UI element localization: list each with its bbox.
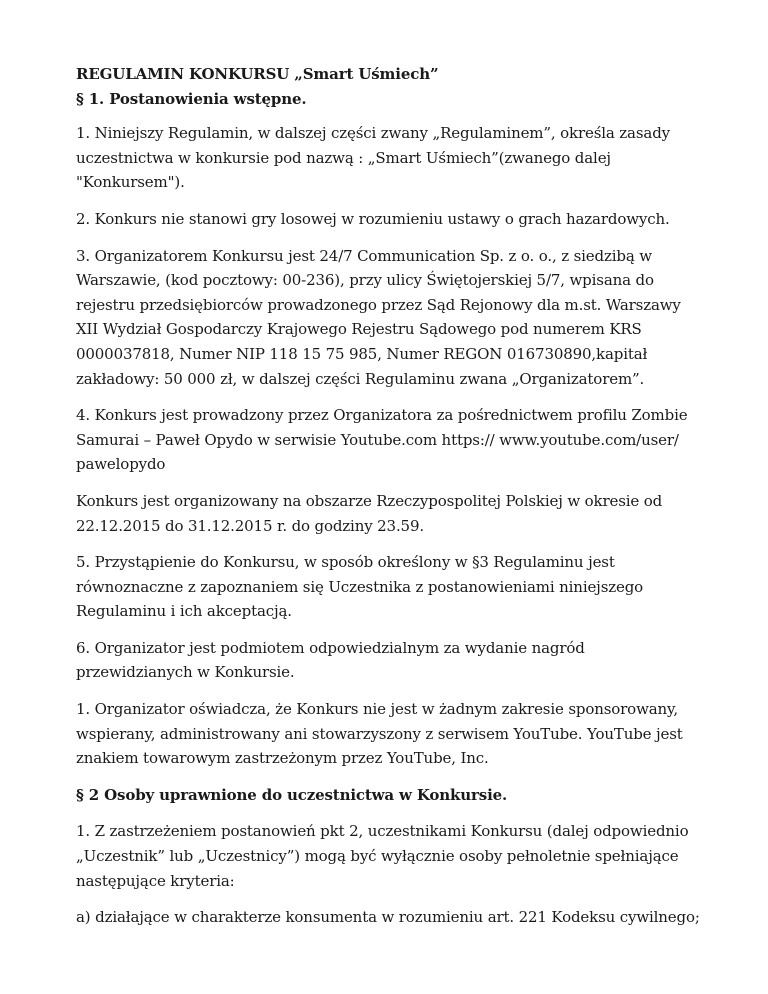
section-heading bbox=[76, 783, 716, 808]
text-line: 2. Konkurs nie stanowi gry losowej w rozumieniu ustawy o grach hazardowych. bbox=[76, 209, 670, 228]
text-line: a) działające w charakterze konsumenta w rozumieniu art. 221 Kodeksu cywilnego; bbox=[76, 908, 700, 927]
text-line: następujące kryteria: bbox=[76, 871, 235, 890]
text-line: Konkurs jest organizowany na obszarze Rzeczypospolitej Polskiej w okresie od bbox=[76, 491, 663, 510]
document-body bbox=[76, 121, 716, 930]
text-line: "Konkursem"). bbox=[76, 173, 185, 192]
text-line: 5. Przystąpienie do Konkursu, w sposób określony w §3 Regulaminu jest bbox=[76, 553, 615, 572]
text-line: Regulaminu i ich akceptacją. bbox=[76, 602, 292, 621]
paragraph bbox=[76, 207, 716, 232]
text-line: 1. Organizator oświadcza, że Konkurs nie jest w żadnym zakresie sponsorowany, bbox=[76, 700, 679, 719]
paragraph bbox=[76, 403, 716, 477]
text-line: pawelopydo bbox=[76, 455, 166, 474]
text-line: rejestru przedsiębiorców prowadzonego przez Sąd Rejonowy dla m.st. Warszawy bbox=[76, 295, 681, 314]
text-line: XII Wydział Gospodarczy Krajowego Rejestru Sądowego pod numerem KRS bbox=[76, 320, 642, 339]
paragraph bbox=[76, 489, 716, 538]
text-line: 1. Niniejszy Regulamin, w dalszej części zwany „Regulaminem”, określa zasady bbox=[76, 124, 670, 143]
text-line: równoznaczne z zapoznaniem się Uczestnika z postanowieniami niniejszego bbox=[76, 577, 644, 596]
text-line: 4. Konkurs jest prowadzony przez Organizatora za pośrednictwem profilu Zombie bbox=[76, 406, 688, 425]
text-line: „Uczestnik” lub „Uczestnicy”) mogą być wyłącznie osoby pełnoletnie spełniające bbox=[76, 847, 679, 866]
paragraph bbox=[76, 636, 716, 685]
section-1-heading: § 1. Postanowienia wstępne. bbox=[76, 89, 307, 108]
text-line: Warszawie, (kod pocztowy: 00-236), przy ulicy Świętojerskiej 5/7, wpisana do bbox=[76, 271, 654, 290]
text-line: 6. Organizator jest podmiotem odpowiedzialnym za wydanie nagród bbox=[76, 638, 585, 657]
text-line: zakładowy: 50 000 zł, w dalszej części Regulaminu zwana „Organizatorem”. bbox=[76, 369, 645, 388]
paragraph bbox=[76, 244, 716, 392]
text-line: 0000037818, Numer NIP 118 15 75 985, Numer REGON 016730890,kapitał bbox=[76, 344, 648, 363]
paragraph bbox=[76, 819, 716, 893]
document-page bbox=[76, 62, 716, 942]
text-line: Samurai – Paweł Opydo w serwisie Youtube.com https:// www.youtube.com/user/ bbox=[76, 430, 679, 449]
text-line: 22.12.2015 do 31.12.2015 r. do godziny 23.59. bbox=[76, 516, 424, 535]
document-title: REGULAMIN KONKURSU „Smart Uśmiech” bbox=[76, 65, 439, 83]
text-line: uczestnictwa w konkursie pod nazwą : „Smart Uśmiech”(zwanego dalej bbox=[76, 148, 611, 167]
text-line: § 2 Osoby uprawnione do uczestnictwa w Konkursie. bbox=[76, 785, 508, 804]
paragraph bbox=[76, 905, 716, 930]
text-line: 3. Organizatorem Konkursu jest 24/7 Communication Sp. z o. o., z siedzibą w bbox=[76, 246, 652, 265]
paragraph bbox=[76, 550, 716, 624]
text-line: 1. Z zastrzeżeniem postanowień pkt 2, uczestnikami Konkursu (dalej odpowiednio bbox=[76, 822, 689, 841]
paragraph bbox=[76, 121, 716, 195]
text-line: wspierany, administrowany ani stowarzyszony z serwisem YouTube. YouTube jest bbox=[76, 724, 683, 743]
paragraph bbox=[76, 697, 716, 771]
text-line: znakiem towarowym zastrzeżonym przez YouTube, Inc. bbox=[76, 749, 489, 768]
document-header bbox=[76, 62, 716, 111]
text-line: przewidzianych w Konkursie. bbox=[76, 663, 295, 682]
